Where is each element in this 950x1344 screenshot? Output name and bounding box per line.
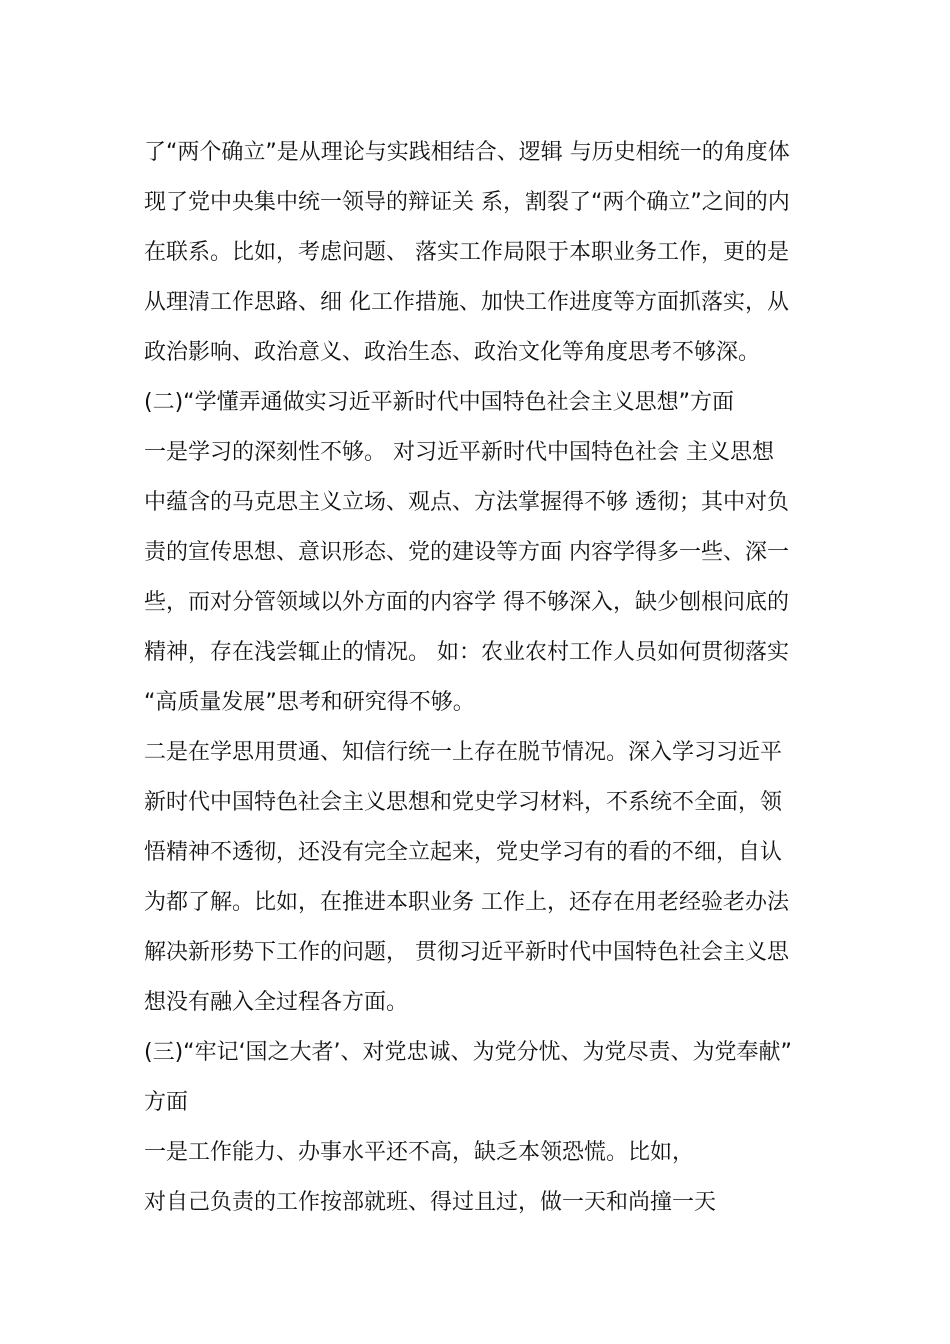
text-line: 中蕴含的马克思主义立场、观点、方法掌握得不够 透彻；其中对负 [144, 490, 789, 515]
text-line: “高质量发展”思考和研究得不够。 [144, 690, 475, 715]
text-line: 现了党中央集中统一领导的辩证关 系，割裂了“两个确立”之间的内 [144, 190, 790, 215]
text-line: 些，而对分管领域以外方面的内容学 得不够深入，缺少刨根问底的 [144, 590, 789, 615]
text-line: 精神，存在浅尝辄止的情况。 如：农业农村工作人员如何贯彻落实 [144, 640, 789, 665]
text-line: 对自己负责的工作按部就班、得过且过，做一天和尚撞一天 [144, 1190, 717, 1215]
text-line: 悟精神不透彻，还没有完全立起来，党史学习有的看的不细，自认 [144, 840, 783, 865]
text-line: 政治影响、政治意义、政治生态、政治文化等角度思考不够深。 [144, 340, 761, 365]
section-heading: (三)“牢记‘国之大者’、对党忠诚、为党分忧、为党尽责、为党奉献” [144, 1040, 792, 1065]
text-line: 新时代中国特色社会主义思想和党史学习材料，不系统不全面，领 [144, 790, 783, 815]
section-heading: (二)“学懂弄通做实习近平新时代中国特色社会主义思想”方面 [144, 390, 734, 415]
text-line: 责的宣传思想、意识形态、党的建设等方面 内容学得多一些、深一 [144, 540, 789, 565]
text-line: 解决新形势下工作的问题， 贯彻习近平新时代中国特色社会主义思 [144, 940, 789, 965]
text-line: 二是在学思用贯通、知信行统一上存在脱节情况。深入学习习近平 [144, 740, 783, 765]
text-line: 在联系。比如，考虑问题、 落实工作局限于本职业务工作，更的是 [144, 240, 789, 265]
document-body [144, 128, 814, 1228]
section-heading: 方面 [144, 1090, 189, 1115]
text-line: 从理清工作思路、细 化工作措施、加快工作进度等方面抓落实，从 [144, 290, 789, 315]
text-line: 一是工作能力、办事水平还不高，缺乏本领恐慌。比如， [144, 1140, 695, 1165]
text-line: 了“两个确立”是从理论与实践相结合、逻辑 与历史相统一的角度体 [144, 140, 790, 165]
text-line: 为都了解。比如，在推进本职业务 工作上，还存在用老经验老办法 [144, 890, 789, 915]
text-line: 想没有融入全过程各方面。 [144, 990, 409, 1015]
text-line: 一是学习的深刻性不够。 对习近平新时代中国特色社会 主义思想 [144, 440, 774, 465]
